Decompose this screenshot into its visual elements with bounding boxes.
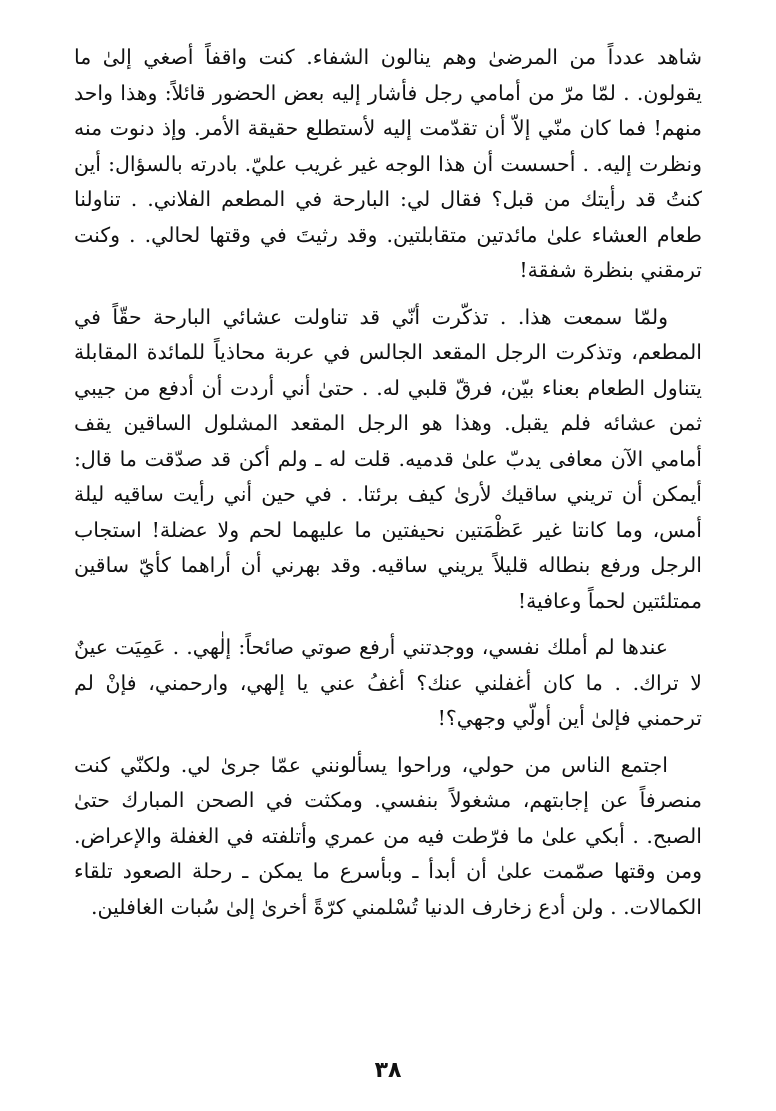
paragraph-4: اجتمع الناس من حولي، وراحوا يسألونني عمّا جرىٰ لي. ولكنّي كنت منصرفاً عن إجابتهم، مشغولاً بنفسي. ومكثت في الصحن المبارك حتىٰ الصبح. . أبكي علىٰ ما فرّطت فيه من عمري وأتلفته في الغفلة والإعراض. ومن وقتها صمّمت علىٰ أن أبدأ ـ وبأسرع ما يمكن ـ رحلة الصعود تلقاء الكمالات. . ولن أدع زخارف الدنيا تُسْلمني كرّةً أخرىٰ إلىٰ سُبات الغافلين. xyxy=(74,752,702,919)
paragraph-2: ولمّا سمعت هذا. . تذكّرت أنّي قد تناولت عشائي البارحة حقّاً في المطعم، وتذكرت الرجل المقعد الجالس في عربة محاذياً للمائدة المقابلة يتناول الطعام بعناء بيّن، فرقّ قلبي له. . حتىٰ أني أردت أن أدفع من جيبي ثمن عشائه فلم يقبل. وهذا هو الرجل المقعد المشلول الساقين يقف أمامي الآن معافى يدبّ علىٰ قدميه. قلت له ـ ولم أكن قد صدّقت ما قال: أيمكن أن تريني ساقيك لأرىٰ كيف برئتا. . في حين أني رأيت ساقيه ليلة أمس، وما كانتا غير عَظْمَتين نحيفتين ما عليهما لحم ولا عضلة! استجاب الرجل ورفع بنطاله قليلاً يريني ساقيه. وقد بهرني أن أراهما كأيّ ساقين ممتلئتين لحماً وعافية! xyxy=(74,304,702,613)
body-text xyxy=(74,40,702,925)
paragraph-1: شاهد عدداً من المرضىٰ وهم ينالون الشفاء. كنت واقفاً أصغي إلىٰ ما يقولون. . لمّا مرّ من أمامي رجل فأشار إليه بعض الحضور قائلاً: وهذا واحد منهم! فما كان منّي إلاّ أن تقدّمت إليه لأستطلع حقيقة الأمر. وإذ دنوت منه ونظرت إليه. . أحسست أن هذا الوجه غير غريب عليّ. بادرته بالسؤال: أين كنتُ قد رأيتك من قبل؟ فقال لي: البارحة في المطعم الفلاني. . تناولنا طعام العشاء علىٰ مائدتين متقابلتين. وقد رثيتَ في وقتها لحالي. . وكنت ترمقني بنظرة شفقة! xyxy=(74,45,702,282)
page-number: ٣٨ xyxy=(374,1058,402,1083)
paragraph-3: عندها لم أملك نفسي، ووجدتني أرفع صوتي صائحاً: إلٰهي. . عَمِيَت عينٌ لا تراك. . ما كان أغفلني عنك؟ أغفُ عني يا إلهي، وارحمني، فإنْ لم ترحمني فإلىٰ أين أولّي وجهي؟! xyxy=(74,635,702,730)
